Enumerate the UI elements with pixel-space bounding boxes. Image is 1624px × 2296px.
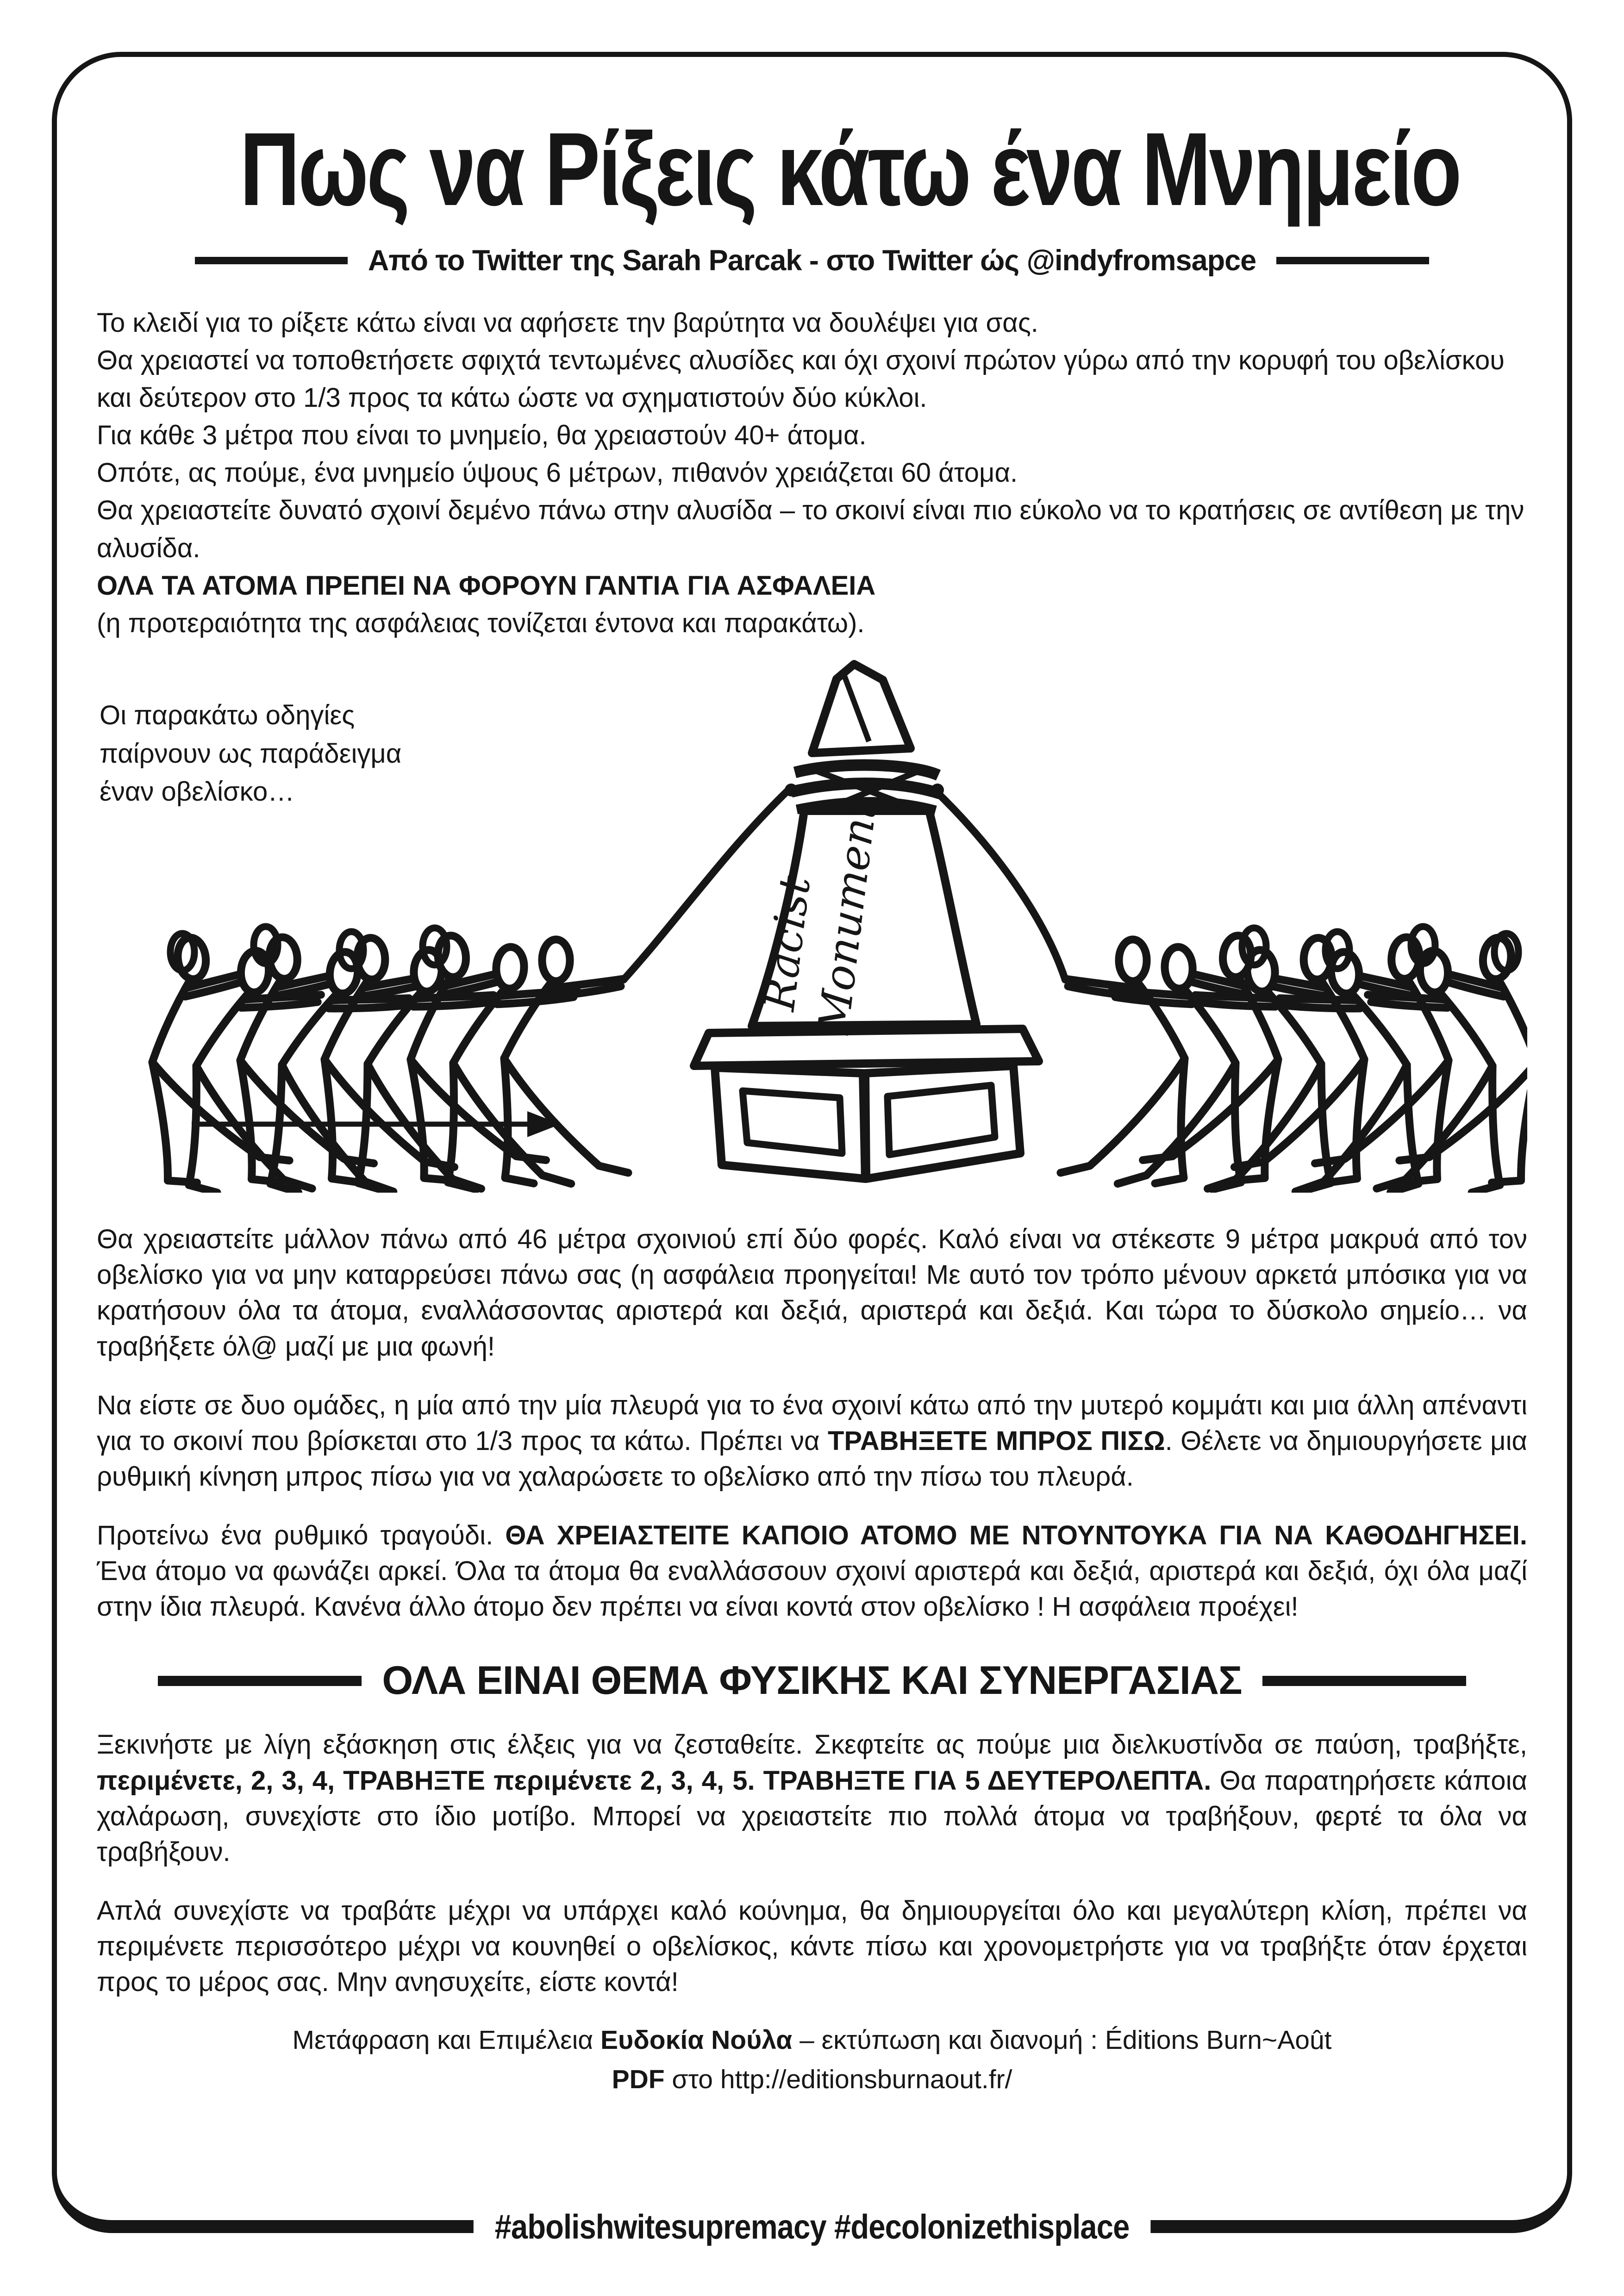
caption-line: έναν οβελίσκο… [100,776,295,807]
paragraph-song [97,1518,1527,1624]
monument-inscription-line2: Monument [808,798,887,1037]
paragraph-text: Ένα άτομο να φωνάζει αρκεί. Όλα τα άτομα θα εναλλάσσουν σχοινί αριστερά και δεξιά, αριστερά και δεξιά, όχι όλα μαζί στην ίδια πλευρά. Κανένα άλλο άτομο δεν πρέπει να είναι κοντά στον οβελίσκο ! Η ασφάλεια προέχει! [97,1556,1527,1622]
crowd-left [138,927,628,1193]
paragraph-two-teams [97,1388,1527,1494]
paragraph-text: Να είστε σε δυο ομάδες, η μία από την μία πλευρά για το ένα σχοινί κάτω από την μυτερό κομμάτι και μια άλλη απέναντι για το σκοινί που βρίσκεται στο 1/3 προς τα κάτω. Πρέπει να [97,1390,1527,1456]
page-border [52,52,1572,2246]
intro-paragraphs [97,304,1527,642]
illustration [97,656,1527,1193]
crowd-right [1061,927,1527,1193]
intro-line: Θα χρειαστείτε δυνατό σχοινί δεμένο πάνω στην αλυσίδα – το σκοινί είναι πιο εύκολο να το κρατήσεις σε αντίθεση με την αλυσίδα. [97,495,1524,563]
subtitle-left-rule [195,257,348,264]
intro-line: Οπότε, ας πούμε, ένα μνημείο ύψους 6 μέτρων, πιθανόν χρειάζεται 60 άτομα. [97,458,1018,488]
intro-line: (η προτεραιότητα της ασφάλειας τονίζεται έντονα και παρακάτω). [97,608,865,638]
monument-inscription-line1: Racist [754,873,820,1014]
paragraph-bold-text: ΘΑ ΧΡΕΙΑΣΤΕΙΤΕ ΚΑΠΟΙΟ ΑΤΟΜΟ ΜΕ ΝΤΟΥΝΤΟΥΚΑ ΓΙΑ ΝΑ ΚΑΘΟΔΗΓΗΣΕΙ. [505,1520,1527,1551]
heading-right-rule [1262,1676,1466,1686]
paragraph-keep-pulling: Απλά συνεχίστε να τραβάτε μέχρι να υπάρχει καλό κούνημα, θα δημιουργείται όλο και μεγαλύτερη κλίση, πρέπει να περιμένετε περισσότερο μέχρι να κουνηθεί ο οβελίσκος, κάντε πίσω και χρονομετρήστε για να τραβήξτε όταν έρχεται προς το μέρος σας. Μην ανησυχείτε, είστε κοντά! [97,1895,1527,1997]
paragraph-rope-length: Θα χρειαστείτε μάλλον πάνω από 46 μέτρα σχοινιού επί δύο φορές. Καλό είναι να στέκεστε 9 μέτρα μακρυά από τον οβελίσκο για να μην καταρρεύσει πάνω σας (η ασφάλεια προηγείται! Με αυτό τον τρόπο μένουν αρκετά μπόσικα για να κρατήσουν όλα τα άτομα, εναλλάσσοντας αριστερά και δεξιά, αριστερά και δεξιά. Και τώρα το δύσκολο σημείο… να τραβήξετε όλ@ μαζί με μια φωνή! [97,1224,1527,1362]
paragraph-practice [97,1727,1527,1870]
heading-left-rule [158,1676,362,1686]
figure-caption [100,697,401,811]
subtitle [97,244,1527,277]
section-heading: ΟΛΑ ΕΙΝΑΙ ΘΕΜΑ ΦΥΣΙΚΗΣ ΚΑΙ ΣΥΝΕΡΓΑΣΙΑΣ [382,1658,1242,1703]
paragraph-text: Θα παρατηρήσετε κάποια χαλάρωση, συνεχίστε στο ίδιο μοτίβο. Μπορεί να χρειαστείτε πιο πολλά άτομα να τραβήξουν, φερτέ τα όλα να τραβήξουν. [97,1765,1527,1867]
credits-pdf-line [97,2060,1527,2099]
subtitle-right-rule [1276,257,1429,264]
paragraph-text: . Θέλετε να δημιουργήσετε μια ρυθμική κίνηση μπρος πίσω για να χαλαρώσετε το οβελίσκο από την πίσω του πλευρά. [97,1425,1528,1492]
credits-line [97,2021,1527,2060]
subtitle-text: Από το Twitter της Sarah Parcak - στο Twitter ώς @indyfromsapce [368,244,1256,277]
credits-pdf-label: PDF [612,2064,665,2094]
paragraph-text: Ξεκινήστε με λίγη εξάσκηση στις έλξεις για να ζεσταθείτε. Σκεφτείτε ας πούμε μια διελκυστίνδα σε παύση, τραβήξτε, [97,1730,1527,1760]
section-heading-row [97,1658,1527,1704]
intro-line-safety-bold: ΟΛΑ ΤΑ ΑΤΟΜΑ ΠΡΕΠΕΙ ΝΑ ΦΟΡΟΥΝ ΓΑΝΤΙΑ ΓΙΑ ΑΣΦΑΛΕΙΑ [97,570,876,601]
intro-line: Θα χρειαστεί να τοποθετήσετε σφιχτά τεντωμένες αλυσίδες και όχι σχοινί πρώτον γύρω από την κορυφή του οβελίσκου και δεύτερον στο 1/3 προς τα κάτω ώστε να σχηματιστούν δύο κύκλοι. [97,345,1505,413]
credits-text: – εκτύπωση και διανομή : Éditions Burn~Août [792,2025,1332,2055]
credits-translator-name: Ευδοκία Νούλα [600,2025,793,2055]
paragraph-bold-text: περιμένετε, 2, 3, 4, ΤΡΑΒΗΞΤΕ περιμένετε 2, 3, 4, 5. ΤΡΑΒΗΞΤΕ ΓΙΑ 5 ΔΕΥΤΕΡΟΛΕΠΤΑ. [97,1765,1212,1796]
intro-line: Για κάθε 3 μέτρα που είναι το μνημείο, θα χρειαστούν 40+ άτομα. [97,420,867,451]
caption-line: Οι παρακάτω οδηγίες [100,700,355,731]
page-title: Πως να Ρίξεις κάτω ένα Μνημείο [240,111,1460,227]
intro-line: Το κλειδί για το ρίξετε κάτω είναι να αφήσετε την βαρύτητα να δουλέψει για σας. [97,307,1038,338]
paragraph-text: Προτείνω ένα ρυθμικό τραγούδι. [97,1520,506,1551]
credits-text: Μετάφραση και Επιμέλεια [292,2025,601,2055]
footer-hashtags: #abolishwitesupremacy #decolonizethisplace [474,2210,1150,2244]
paragraph-bold-text: ΤΡΑΒΗΞΕΤΕ ΜΠΡΟΣ ΠΙΣΩ [827,1425,1165,1456]
caption-line: παίρνουν ως παράδειγμα [100,738,402,769]
credits-url: στο http://editionsburnaout.fr/ [664,2064,1012,2094]
